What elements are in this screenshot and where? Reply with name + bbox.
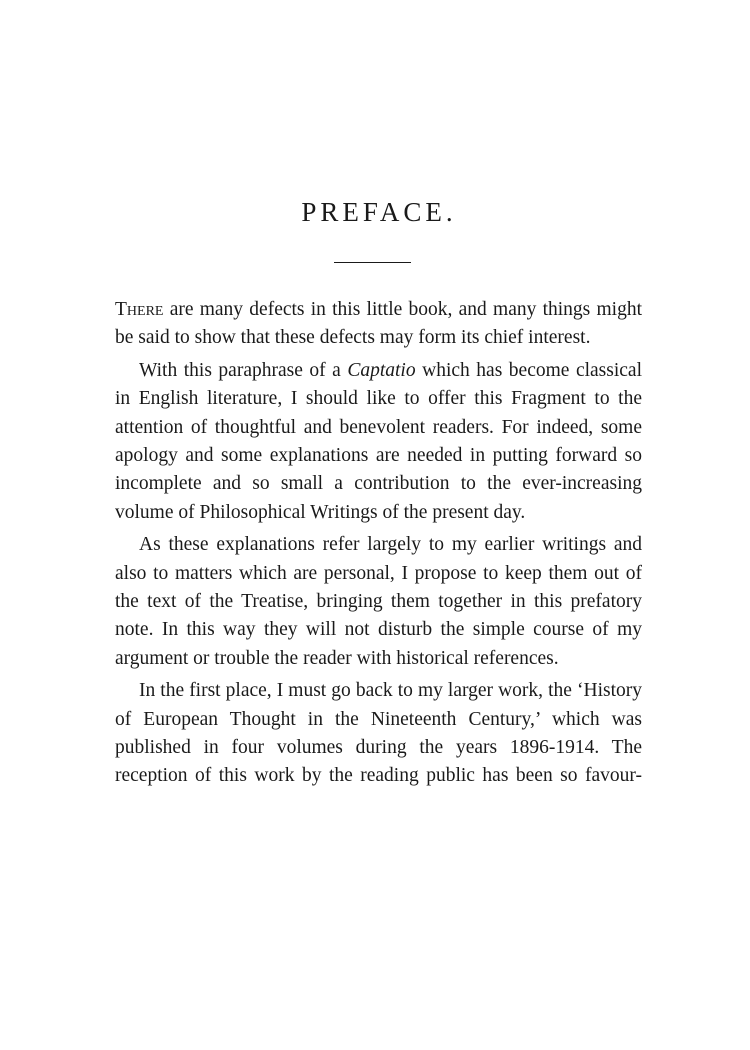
paragraph-1-lead-word: There [115, 299, 164, 320]
paragraph-1-text: are many defects in this little book, and many things might be said to show that these defects may form its chief interest. [115, 299, 642, 349]
paragraph-2 [115, 357, 642, 527]
paragraph-4 [115, 677, 642, 790]
preface-body [115, 296, 642, 791]
paragraph-2-after: which has become classical in English literature, I should like to offer this Fragment to the attention of thoughtful and benevolent readers. For indeed, some apology and some explanations are needed in putting forward so incomplete and so small a contribution to the ever-increasing volume of Philosophical Writings of the present day. [115, 360, 642, 523]
preface-heading: PREFACE. [301, 197, 457, 227]
paragraph-4-text: In the first place, I must go back to my larger work, the ‘History of European Thought in the Nineteenth Century,’ which was published in four volumes during the years 1896-1914. The reception of this work by the reading public has been so favour- [115, 680, 642, 787]
paragraph-3-text: As these explanations refer largely to my earlier writings and also to matters which are personal, I propose to keep them out of the text of the Treatise, bringing them together in this prefatory note. In this way they will not disturb the simple course of my argument or trouble the reader with historical references. [115, 534, 642, 669]
paragraph-3 [115, 531, 642, 672]
paragraph-2-before: With this paraphrase of a [139, 360, 348, 382]
heading-rule [334, 262, 411, 263]
paragraph-2-italic: Captatio [347, 360, 416, 382]
paragraph-1 [115, 296, 642, 353]
